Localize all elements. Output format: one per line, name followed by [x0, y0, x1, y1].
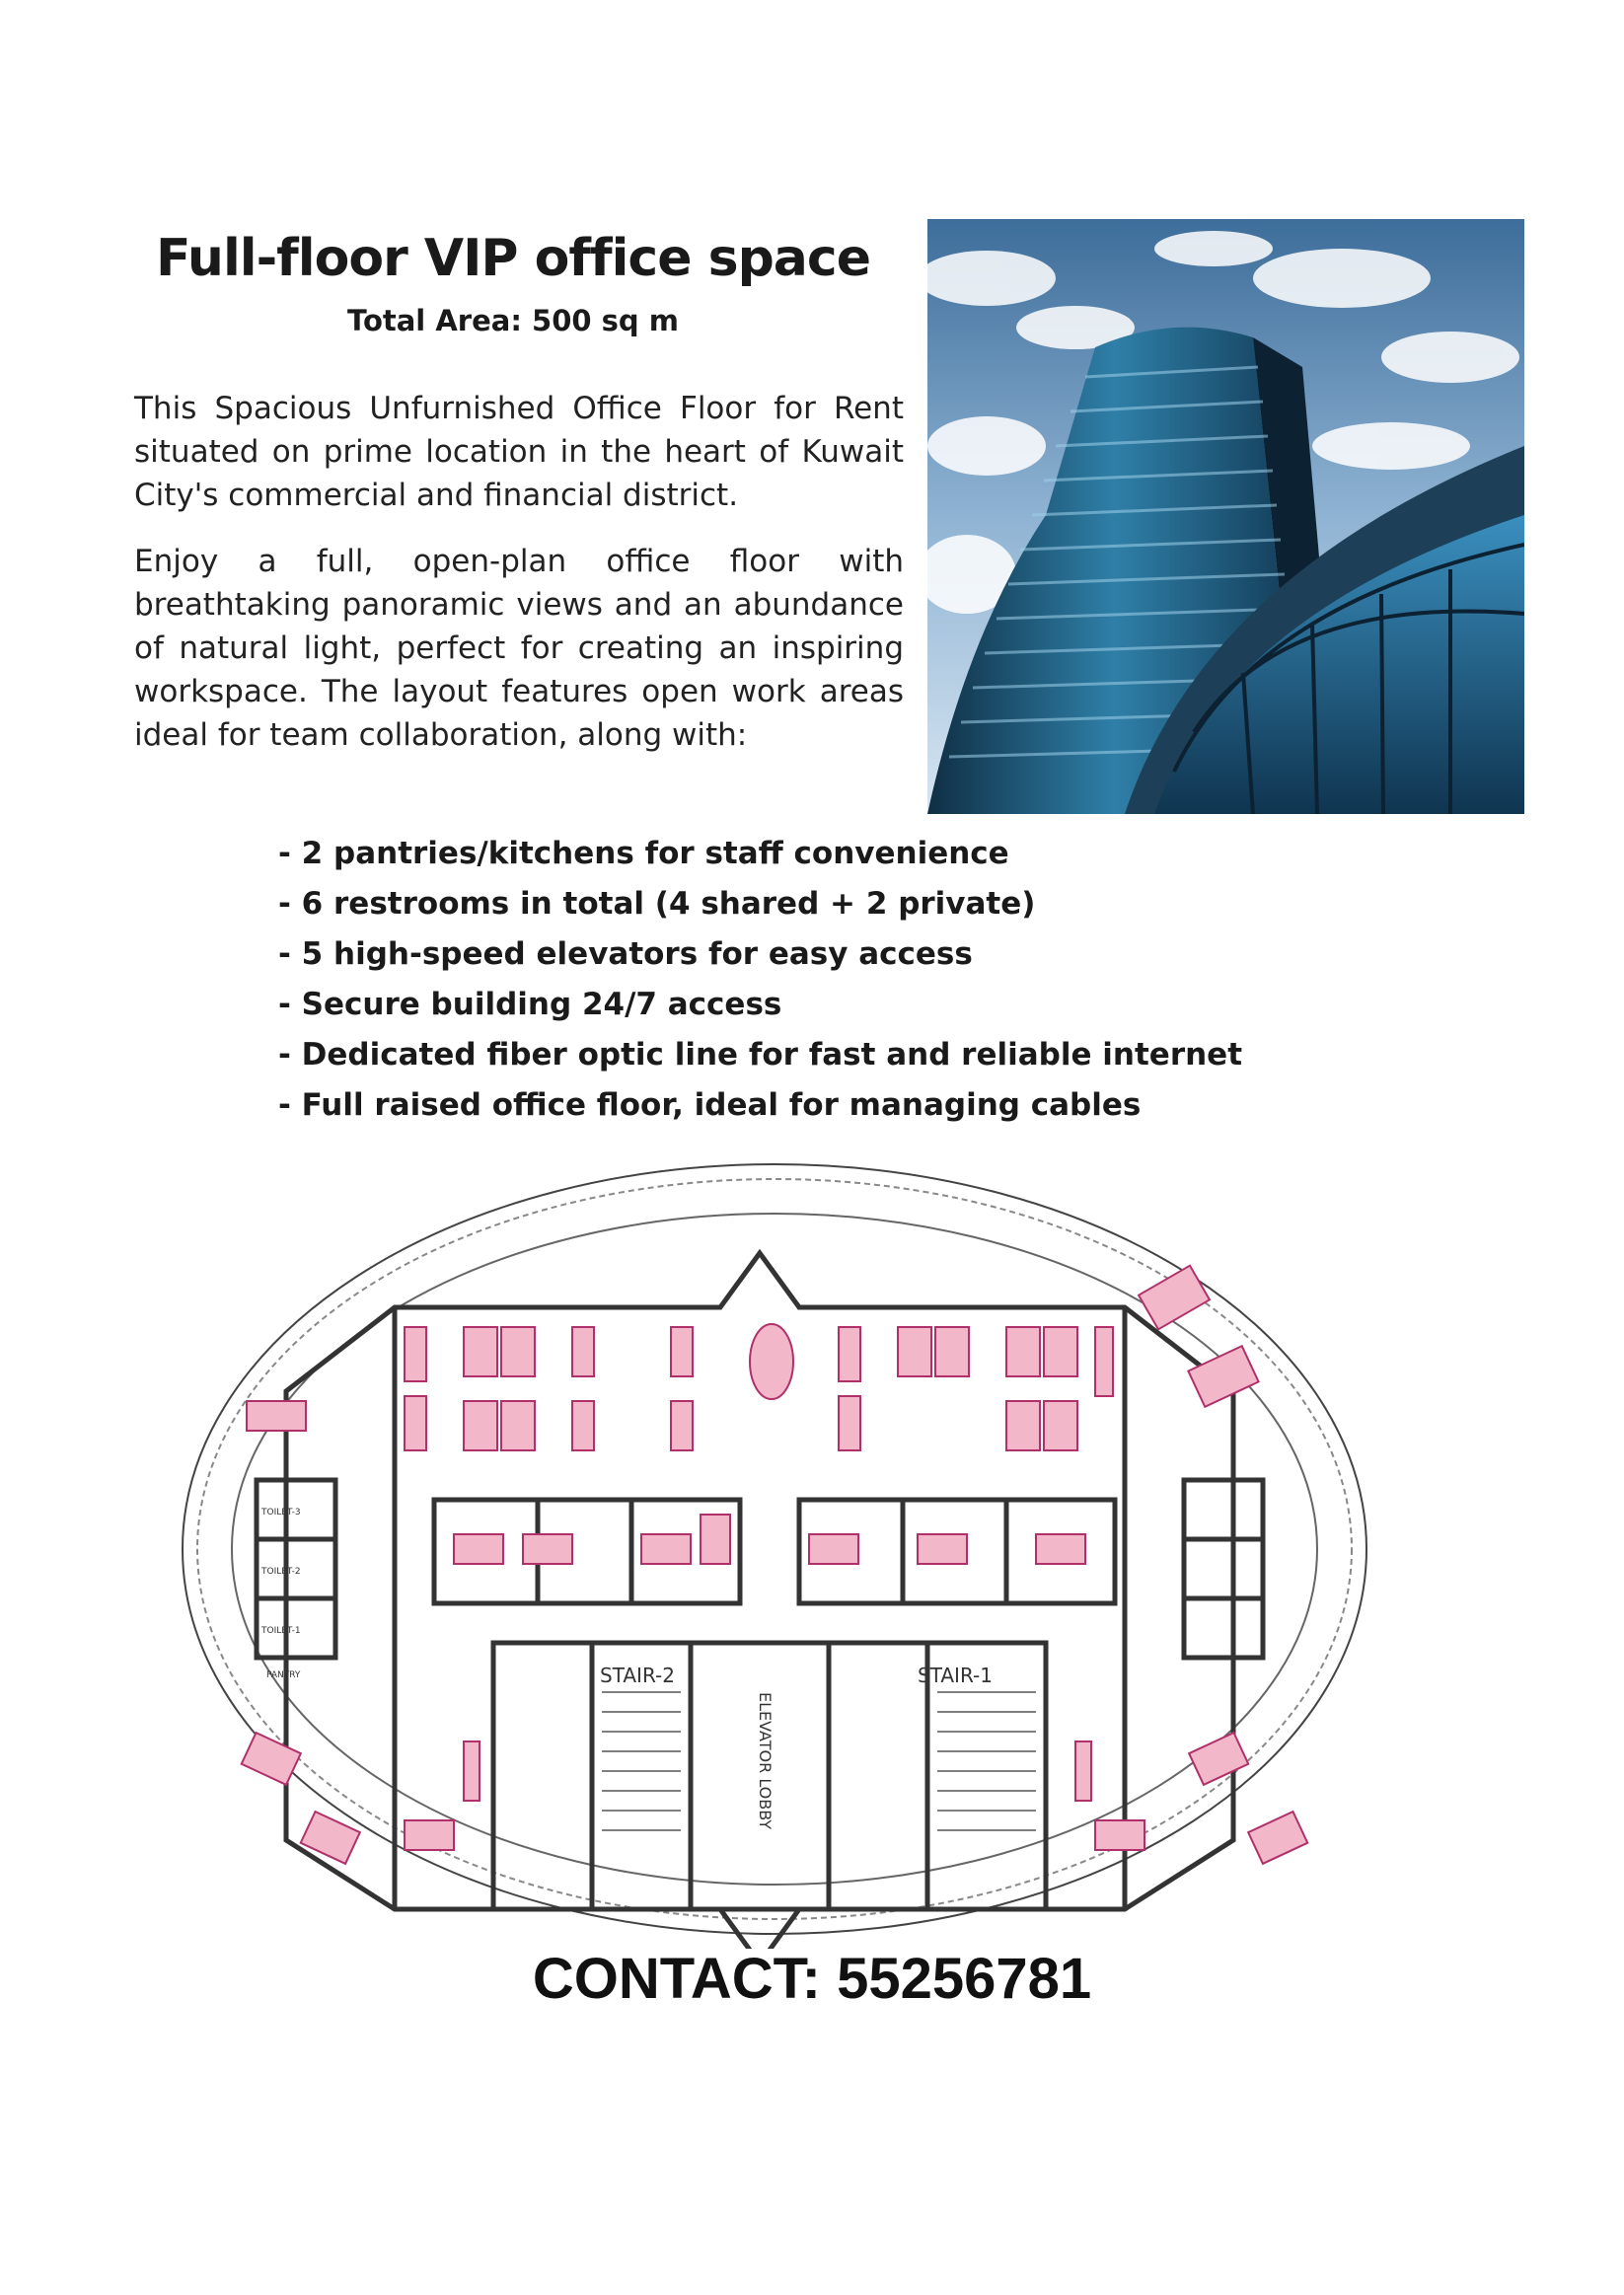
feature-item: - 5 high-speed elevators for easy access — [278, 936, 973, 972]
feature-item: - Secure building 24/7 access — [278, 987, 782, 1022]
feature-item: - Dedicated fiber optic line for fast and reliable internet — [278, 1037, 1243, 1073]
description-paragraph-1: This Spacious Unfurnished Office Floor for Rent situated on prime location in the heart of Kuwait City's commercial and financial district. — [134, 391, 904, 513]
page-title: Full-floor VIP office space — [156, 229, 870, 288]
feature-item: - 2 pantries/kitchens for staff convenience — [278, 836, 1009, 871]
description-paragraph-2: Enjoy a full, open-plan office floor with breathtaking panoramic views and an abundance of natural light, perfect for creating an inspiring workspace. The layout features open work areas ideal for team collaboration, along with: — [134, 544, 904, 753]
pantry-label: PANTRY — [266, 1670, 301, 1680]
building-photo — [927, 219, 1524, 814]
floor-plan-drawing — [168, 1159, 1381, 1949]
stair-1-label: STAIR-1 — [918, 1664, 993, 1687]
elevator-lobby-label: ELEVATOR LOBBY — [756, 1692, 775, 1830]
toilet-2-label: TOILET-2 — [261, 1567, 301, 1577]
toilet-1-label: TOILET-1 — [261, 1626, 301, 1636]
toilet-3-label: TOILET-3 — [261, 1508, 301, 1518]
features-list — [278, 829, 1242, 1131]
floor-plan — [168, 1159, 1381, 1949]
feature-item: - 6 restrooms in total (4 shared + 2 private) — [278, 886, 1036, 922]
feature-item: - Full raised office floor, ideal for managing cables — [278, 1087, 1142, 1123]
stair-2-label: STAIR-2 — [600, 1664, 675, 1687]
contact-phone: CONTACT: 55256781 — [532, 1947, 1092, 2011]
total-area-subtitle: Total Area: 500 sq m — [347, 304, 679, 337]
